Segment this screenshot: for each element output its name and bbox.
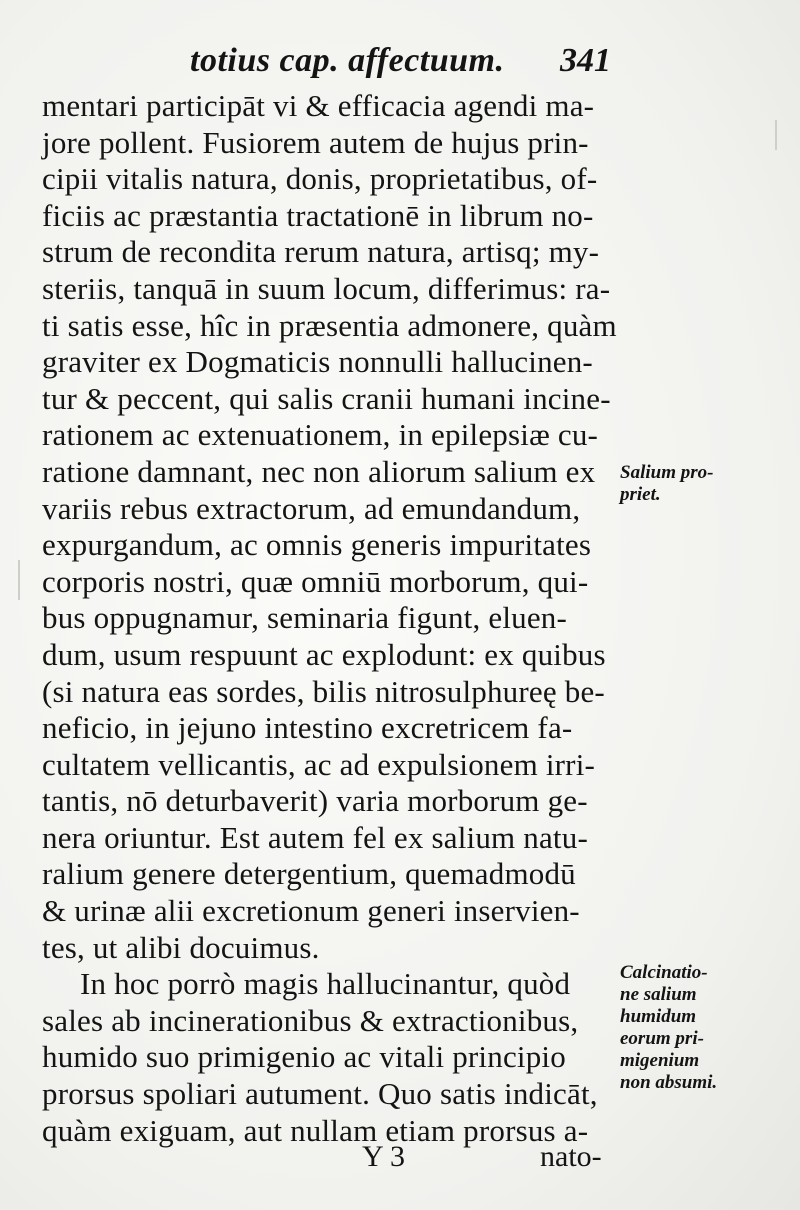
margin-note-line: Calcinatio- <box>620 962 708 983</box>
text-line: rationem ac extenuationem, in epilepsiæ cu- <box>42 417 599 453</box>
main-text-block <box>42 88 632 1149</box>
text-line: jore pollent. Fusiorem autem de hujus prin- <box>42 124 589 160</box>
text-line: cipii vitalis natura, donis, proprietatibus, of- <box>42 161 598 197</box>
paragraph-1 <box>42 88 632 966</box>
text-line: tur & peccent, qui salis cranii humani incine- <box>42 380 611 416</box>
margin-note-line: non absumi. <box>620 1072 718 1093</box>
text-line: mentari participāt vi & efficacia agendi ma- <box>42 88 595 123</box>
text-line: ratione damnant, nec non aliorum salium ex <box>42 453 596 489</box>
text-line: corporis nostri, quæ omniū morborum, qui- <box>42 563 589 599</box>
page-number: 341 <box>560 42 611 79</box>
text-line: dum, usum respuunt ac explodunt: ex quibus <box>42 636 606 672</box>
margin-note-line: humidum <box>620 1006 697 1027</box>
text-line: steriis, tanquā in suum locum, differimus: ra- <box>42 270 611 306</box>
margin-note-line: ne salium <box>620 984 697 1005</box>
text-line: ficiis ac præstantia tractationē in librum no- <box>42 197 594 233</box>
margin-note-line: eorum pri- <box>620 1028 704 1049</box>
text-line: humido suo primigenio ac vitali principio <box>42 1039 566 1075</box>
running-head: totius cap. affectuum. <box>190 42 505 79</box>
margin-note-line: priet. <box>620 484 661 505</box>
text-line: graviter ex Dogmaticis nonnulli hallucinen- <box>42 344 593 380</box>
text-line: (si natura eas sordes, bilis nitrosulphureę be- <box>42 673 605 709</box>
text-line: nera oriuntur. Est autem fel ex salium natu- <box>42 819 588 855</box>
margin-note-line: migenium <box>620 1050 700 1071</box>
page-edge-mark <box>775 120 777 150</box>
text-line: tes, ut alibi docuimus. <box>42 929 320 965</box>
margin-note-salium <box>620 462 795 506</box>
signature-mark: Y 3 <box>362 1140 406 1173</box>
text-line: prorsus spoliari autument. Quo satis indicāt, <box>42 1076 598 1112</box>
text-line: strum de recondita rerum natura, artisq; my- <box>42 234 600 270</box>
text-line: ralium genere detergentium, quemadmodū <box>42 856 576 892</box>
margin-note-line: Salium pro- <box>620 462 714 483</box>
paragraph-2 <box>42 966 632 1149</box>
text-line: variis rebus extractorum, ad emundandum, <box>42 490 581 526</box>
text-line: cultatem vellicantis, ac ad expulsionem irri- <box>42 746 596 782</box>
margin-note-calcinatione <box>620 962 795 1094</box>
text-line: quàm exiguam, aut nullam etiam prorsus a- <box>42 1112 589 1148</box>
text-line: ti satis esse, hîc in præsentia admonere, quàm <box>42 307 617 343</box>
catchword: nato- <box>540 1140 602 1173</box>
text-line: expurgandum, ac omnis generis impuritates <box>42 527 592 563</box>
text-line: In hoc porrò magis hallucinantur, quòd <box>80 966 571 1002</box>
page-header <box>0 42 800 92</box>
text-line: sales ab incinerationibus & extractionibus, <box>42 1002 579 1038</box>
text-line: bus oppugnamur, seminaria figunt, eluen- <box>42 600 568 636</box>
text-line: neficio, in jejuno intestino excretricem fa- <box>42 710 573 746</box>
text-line: tantis, nō deturbaverit) varia morborum ge- <box>42 783 588 819</box>
page-edge-mark <box>18 560 20 600</box>
page-footer <box>0 1140 800 1180</box>
text-line: & urinæ alii excretionum generi inservien- <box>42 893 580 929</box>
